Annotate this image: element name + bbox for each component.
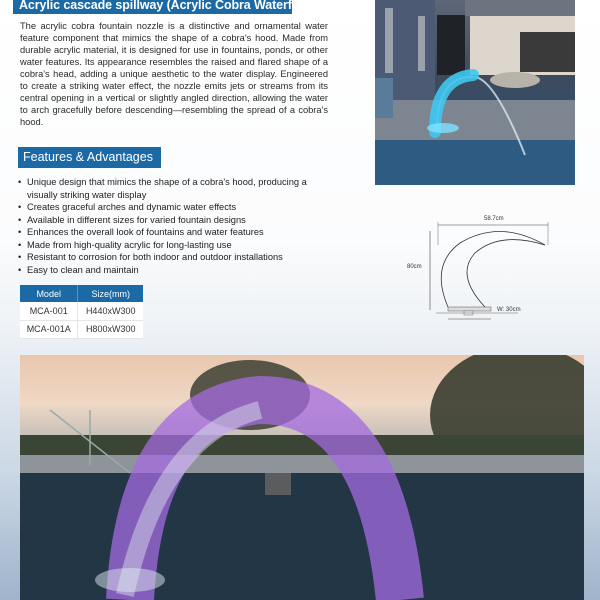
height-label: 80cm	[407, 264, 422, 270]
feature-item: • Resistant to corrosion for both indoor and outdoor installations	[18, 251, 338, 264]
table-row	[20, 320, 143, 338]
feature-item: • Creates graceful arches and dynamic water effects	[18, 201, 338, 214]
cell-model: MCA-001A	[20, 320, 78, 338]
dimension-diagram	[400, 205, 560, 325]
header-model: Model	[20, 285, 78, 302]
page-title: Acrylic cascade spillway (Acrylic Cobra Waterfall)	[13, 0, 292, 14]
feature-item: • Available in different sizes for varied fountain designs	[18, 214, 338, 227]
pool-scene-illustration	[375, 0, 575, 185]
header-size: Size(mm)	[78, 285, 143, 302]
table-row	[20, 302, 143, 320]
base-width-label: W: 30cm	[497, 307, 521, 313]
product-photo-blue	[375, 0, 575, 185]
table-header-row	[20, 285, 143, 302]
cell-size: H440xW300	[78, 302, 143, 320]
spec-table	[20, 285, 143, 339]
width-label: 58.7cm	[484, 216, 504, 222]
features-list	[18, 176, 338, 276]
cell-size: H800xW300	[78, 320, 143, 338]
feature-item: • Easy to clean and maintain	[18, 264, 338, 277]
feature-item: • Unique design that mimics the shape of a cobra's hood, producing a visually striking water display	[18, 176, 338, 201]
product-photo-purple	[20, 355, 584, 600]
features-heading: Features & Advantages	[18, 147, 161, 168]
cell-model: MCA-001	[20, 302, 78, 320]
feature-item: • Enhances the overall look of fountains and water features	[18, 226, 338, 239]
feature-item: • Made from high-quality acrylic for long-lasting use	[18, 239, 338, 252]
pool-scene-illustration	[20, 355, 584, 600]
intro-paragraph: The acrylic cobra fountain nozzle is a distinctive and ornamental water feature component that mimics the shape of a cobra's hood. Made from durable acrylic material, it is designed for use in fountains, ponds, or other water features. Its appearance resembles the raised and flared shape of a cobra's head, adding a unique aesthetic to the water display. Engineered to create a striking water effect, the nozzle emits jets or streams from its central opening in a vertical or slightly angled direction, allowing the water to arch gracefully before descending—resembling the spread of a cobra's hood.	[20, 21, 328, 127]
